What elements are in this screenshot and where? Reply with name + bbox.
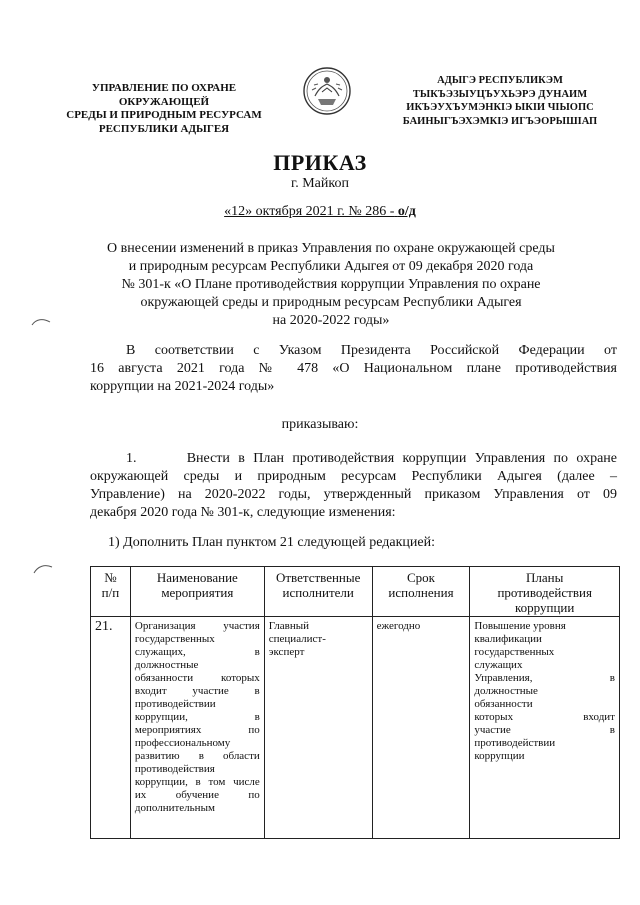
item-line: окружающей среды и природным ресурсам Республики Адыгея (далее –: [90, 469, 617, 484]
column-header-responsible: [264, 567, 372, 617]
margin-pen-mark-upper: [30, 316, 52, 328]
header-line: исполнения: [388, 585, 454, 600]
table-row: [91, 617, 620, 839]
column-header-activity: [130, 567, 264, 617]
coat-of-arms-emblem: [302, 66, 352, 116]
column-header-plans: [470, 567, 620, 617]
cell-line: обязанности которых: [134, 672, 260, 684]
cell-line: должностные: [134, 659, 199, 671]
header-line: п/п: [101, 585, 120, 600]
order-subject: [100, 240, 562, 330]
sub-item-1: 1) Дополнить План пунктом 21 следующей редакцией:: [108, 535, 435, 550]
cell-line: коррупции: [474, 750, 525, 762]
header-line: Наименование: [156, 570, 238, 585]
cell-line: противодействии: [474, 737, 556, 749]
preamble-line: В соответствии с Указом Президента Российской Федерации от: [126, 343, 617, 358]
ministry-name-line: УПРАВЛЕНИЕ ПО ОХРАНЕ ОКРУЖАЮЩЕЙ: [91, 82, 237, 108]
activity-cell: [130, 617, 264, 839]
header-line: противодействия: [497, 585, 592, 600]
cell-line: противодействия: [134, 763, 215, 775]
cell-line: должностные: [474, 685, 538, 697]
item-line: Управление) на 2020-2022 годы, утвержденный приказом Управления от 09: [90, 487, 617, 502]
header-line: исполнители: [282, 585, 354, 600]
preamble-line: 16 августа 2021 года № 478 «О Национальном плане противодействия: [90, 361, 617, 376]
cell-line: дополнительным: [134, 802, 215, 814]
cell-line: развитию в области: [134, 750, 260, 762]
cell-line: государственных: [134, 633, 215, 645]
header-line: Срок: [406, 570, 435, 585]
ministry-name-line: ТЫКЪЭЗЫУЦЪУХЬЭРЭ ДУНАИМ: [412, 88, 588, 100]
ministry-name-russian: [48, 82, 280, 136]
ministry-name-adyghe: [384, 74, 616, 128]
header-line: Ответственные: [275, 570, 361, 585]
cell-line: профессиональному: [134, 737, 231, 749]
anticorruption-plan-table: [90, 566, 620, 839]
column-header-number: [91, 567, 131, 617]
responsible-cell: [264, 617, 372, 839]
cell-line: служащих: [474, 659, 523, 671]
subject-line: О внесении изменений в приказ Управления по охране окружающей среды: [107, 241, 555, 256]
cell-line: входит участие в: [134, 685, 260, 697]
cell-line: мероприятиях по: [134, 724, 260, 736]
plans-cell: [470, 617, 620, 839]
table-header-row: [91, 567, 620, 617]
document-city: г. Майкоп: [291, 176, 349, 191]
cell-line: противодействии: [134, 698, 216, 710]
order-number-suffix: о/д: [397, 204, 416, 219]
cell-line: коррупции, в том числе: [134, 776, 260, 788]
ministry-name-line: РЕСПУБЛИКИ АДЫГЕЯ: [98, 122, 230, 135]
subject-line: и природным ресурсам Республики Адыгея от 09 декабря 2020 года: [128, 259, 534, 274]
item-1-paragraph: [90, 450, 617, 522]
item-line: декабря 2020 года № 301-к, следующие изменения:: [90, 505, 396, 520]
row-number-cell: 21.: [91, 617, 131, 839]
cell-line: обязанности: [474, 698, 533, 710]
header-line: коррупции: [515, 600, 575, 615]
preamble-paragraph: [90, 342, 617, 396]
order-date: «12» октября 2021 г. № 286 -: [224, 204, 395, 219]
cell-line: коррупции, в: [134, 711, 260, 723]
order-date-number: [0, 204, 640, 220]
deadline-cell: ежегодно: [372, 617, 470, 839]
header-line: №: [104, 570, 117, 585]
cell-line: их обучение по: [134, 789, 260, 801]
cell-line: государственных: [474, 646, 555, 658]
subject-line: окружающей среды и природным ресурсам Республики Адыгея: [140, 295, 522, 310]
cell-line: служащих, в: [134, 646, 260, 658]
cell-line: которых входит: [474, 711, 615, 723]
cell-line: Управления, в: [474, 672, 615, 684]
header-line: мероприятия: [161, 585, 234, 600]
cell-line: эксперт: [268, 646, 305, 658]
ministry-name-line: АДЫГЭ РЕСПУБЛИКЭМ: [437, 75, 563, 86]
item-line: 1. Внести в План противодействия коррупции Управления по охране: [126, 451, 617, 466]
order-word: приказываю:: [281, 417, 359, 432]
cell-line: специалист-: [268, 633, 326, 645]
subject-line: на 2020-2022 годы»: [272, 313, 390, 328]
header-line: Планы: [526, 570, 564, 585]
ministry-name-line: БАИНЫГЪЭХЭМКIЭ ИГЪЭОРЫШIАП: [402, 115, 598, 127]
margin-pen-mark-lower: [32, 562, 54, 576]
cell-line: Повышение уровня: [474, 620, 566, 632]
cell-line: участие в: [474, 724, 615, 736]
column-header-deadline: [372, 567, 470, 617]
ministry-name-line: ИКЪЭУХЪУМЭНКIЭ ЫКIИ ЧIЫОПС: [406, 102, 594, 113]
ministry-name-line: СРЕДЫ И ПРИРОДНЫМ РЕСУРСАМ: [66, 109, 262, 121]
preamble-line: коррупции на 2021-2024 годы»: [90, 379, 275, 394]
cell-line: Организация участия: [134, 620, 260, 632]
document-title: ПРИКАЗ: [273, 150, 367, 175]
subject-line: № 301-к «О Плане противодействия коррупции Управления по охране: [121, 277, 541, 292]
cell-line: квалификации: [474, 633, 542, 645]
cell-line: Главный: [268, 620, 310, 632]
